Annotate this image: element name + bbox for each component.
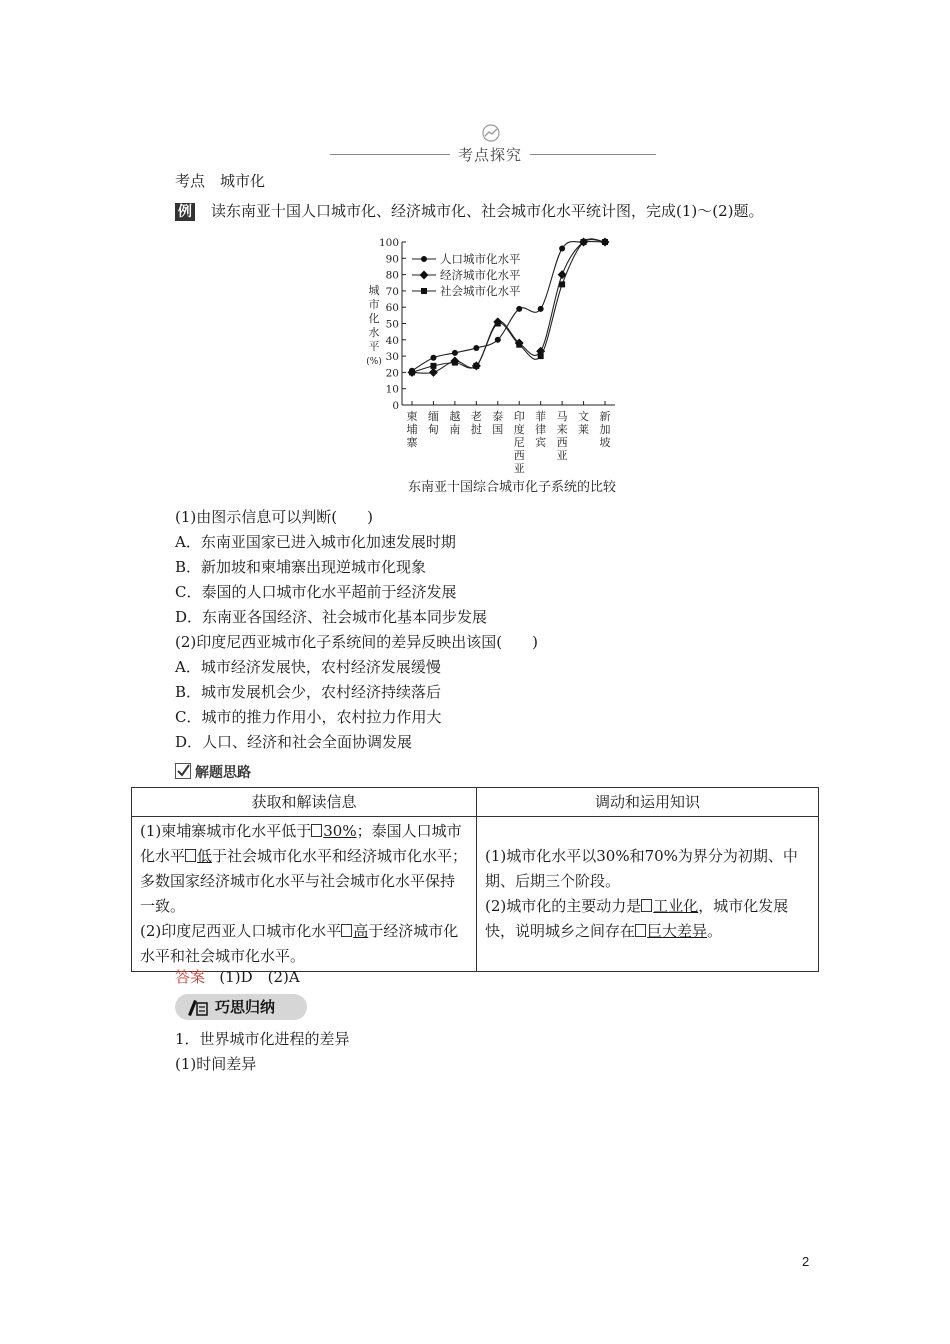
data-point-square <box>538 353 544 359</box>
answer-line <box>175 966 300 988</box>
y-axis-label-char: 化 <box>368 312 380 325</box>
answer-text: (1)D (2)A <box>219 968 300 986</box>
q2-option-a: A．城市经济发展快，农村经济发展缓慢 <box>175 658 441 676</box>
data-point-diamond <box>429 368 438 377</box>
answer-high: 高 <box>353 922 369 940</box>
summary-item-1-1: (1)时间差异 <box>175 1055 257 1073</box>
blank-box-icon <box>311 824 322 837</box>
blank-box-icon <box>635 924 646 937</box>
q1-stem: (1)由图示信息可以判断( ) <box>175 508 373 526</box>
q1-option-a: A．东南亚国家已进入城市化加速发展时期 <box>175 533 456 551</box>
y-tick-label: 90 <box>385 253 399 266</box>
chart-svg <box>360 232 650 482</box>
x-tick-label-char: 菲 <box>535 410 547 423</box>
banner-line-right <box>530 154 656 155</box>
table-head-left: 获取和解读信息 <box>132 788 477 817</box>
x-tick-label-char: 莱 <box>578 423 590 436</box>
blank-box-icon <box>185 849 196 862</box>
data-point-square <box>495 321 501 327</box>
y-tick-label: 60 <box>385 302 399 315</box>
x-tick-label-char: 挝 <box>470 423 482 436</box>
solution-approach-text: 解题思路 <box>195 765 251 781</box>
q2-option-b: B．城市发展机会少，农村经济持续落后 <box>175 683 442 701</box>
analysis-table <box>131 787 819 972</box>
answer-industrialization: 工业化 <box>653 897 699 915</box>
summary-banner <box>175 994 307 1020</box>
y-tick-label: 30 <box>385 351 399 364</box>
data-point-square <box>452 360 458 366</box>
topic-heading: 考点 城市化 <box>175 172 266 190</box>
y-tick-label: 0 <box>392 400 399 412</box>
blank-box-icon <box>641 899 652 912</box>
legend-label: 人口城市化水平 <box>440 252 521 266</box>
y-axis-label-char: 市 <box>368 298 380 311</box>
banner-line-left <box>330 154 450 155</box>
x-tick-label-char: 埔 <box>406 423 418 436</box>
x-tick-label-char: 亚 <box>513 462 525 475</box>
y-axis-label-char: 城 <box>368 284 380 297</box>
y-axis-label-char: 平 <box>368 340 380 353</box>
legend-label: 社会城市化水平 <box>440 284 521 298</box>
answer-huge-gap: 巨大差异 <box>647 922 708 940</box>
y-axis-label-char: (%) <box>366 357 382 367</box>
x-tick-label-char: 尼 <box>513 436 525 449</box>
table-head-right: 调动和运用知识 <box>477 788 819 817</box>
section-banner <box>330 124 660 168</box>
x-tick-label-char: 泰 <box>492 410 504 423</box>
y-tick-label: 80 <box>385 269 399 282</box>
y-tick-label: 50 <box>385 318 399 331</box>
x-tick-label-char: 老 <box>470 410 482 423</box>
data-point-square <box>516 342 522 348</box>
data-point-circle <box>559 246 565 252</box>
trend-emblem-icon <box>480 124 502 142</box>
x-tick-label-char: 国 <box>492 423 504 436</box>
section-title: 考点探究 <box>458 146 523 164</box>
answer-label: 答案 <box>175 968 206 986</box>
x-tick-label-char: 律 <box>535 423 547 436</box>
y-tick-label: 100 <box>378 237 399 249</box>
checkbox-icon <box>175 763 191 779</box>
table-cell-left: (1)柬埔寨城市化水平低于 30%；泰国人口城市化水平 低于社会城市化水平和经济城市化水平；多数国家经济城市化水平与社会城市化水平保持一致。 (2)印度尼西亚人口城市化水平 高于经济城市化水平和社会城市化水平。 <box>132 817 477 972</box>
x-tick-label-char: 寨 <box>406 436 418 449</box>
x-tick-label-char: 宾 <box>535 436 547 449</box>
x-tick-label-char: 亚 <box>556 449 568 462</box>
x-tick-label-char: 文 <box>578 410 590 423</box>
x-tick-label-char: 来 <box>556 423 568 436</box>
q2-option-c: C．城市的推力作用小，农村拉力作用大 <box>175 708 442 726</box>
urbanization-chart <box>360 232 650 482</box>
y-tick-label: 70 <box>385 285 399 298</box>
data-point-circle <box>516 306 522 312</box>
x-tick-label-char: 南 <box>449 423 461 436</box>
q1-option-c: C．泰国的人口城市化水平超前于经济发展 <box>175 583 457 601</box>
x-tick-label-char: 甸 <box>427 423 439 436</box>
x-tick-label-char: 柬 <box>406 410 418 423</box>
x-tick-label-char: 马 <box>556 410 568 423</box>
summary-item-1: 1．世界城市化进程的差异 <box>175 1030 350 1048</box>
legend-marker-diamond <box>420 271 429 280</box>
x-tick-label-char: 缅 <box>427 410 439 423</box>
q1-option-b: B．新加坡和柬埔寨出现逆城市化现象 <box>175 558 427 576</box>
example-badge: 例 <box>175 203 195 221</box>
x-tick-label-char: 坡 <box>599 436 611 449</box>
table-cell-right: (1)城市化水平以30%和70%为界分为初期、中期、后期三个阶段。 (2)城市化的主要动力是 工业化，城市化发展快，说明城乡之间存在 巨大差异。 <box>477 817 819 972</box>
pen-note-icon <box>185 997 209 1017</box>
y-axis-label-char: 水 <box>368 326 380 339</box>
x-tick-label-char: 加 <box>599 423 611 436</box>
legend-marker-square <box>421 288 427 294</box>
data-point-square <box>473 363 479 369</box>
answer-low: 低 <box>197 847 213 865</box>
y-tick-label: 20 <box>385 367 399 380</box>
legend-label: 经济城市化水平 <box>440 268 521 282</box>
data-point-square <box>581 239 587 245</box>
blank-box-icon <box>341 924 352 937</box>
chart-title: 东南亚十国综合城市化子系统的比较 <box>408 480 617 495</box>
x-tick-label-char: 西 <box>556 436 568 449</box>
data-point-circle <box>538 306 544 312</box>
summary-banner-text: 巧思归纳 <box>215 998 276 1016</box>
data-point-circle <box>495 337 501 343</box>
q2-stem: (2)印度尼西亚城市化子系统间的差异反映出该国( ) <box>175 633 538 651</box>
example-line <box>175 200 764 222</box>
page-number: 2 <box>802 1254 810 1269</box>
data-point-square <box>559 281 565 287</box>
x-tick-label-char: 印 <box>513 410 525 423</box>
data-point-circle <box>452 350 458 356</box>
x-tick-label-char: 西 <box>513 449 525 462</box>
x-tick-label-char: 度 <box>513 423 525 436</box>
x-tick-label-char: 新 <box>599 410 611 423</box>
y-tick-label: 10 <box>385 383 399 396</box>
legend-marker-circle <box>421 256 427 262</box>
data-point-square <box>409 369 415 375</box>
data-point-diamond <box>558 270 567 279</box>
y-tick-label: 40 <box>385 334 399 347</box>
q2-option-d: D．人口、经济和社会全面协调发展 <box>175 733 413 751</box>
data-point-square <box>430 363 436 369</box>
data-point-circle <box>430 355 436 361</box>
answer-30: 30% <box>323 822 357 840</box>
data-point-circle <box>473 345 479 351</box>
solution-approach-label <box>175 762 251 782</box>
q1-option-d: D．东南亚各国经济、社会城市化基本同步发展 <box>175 608 488 626</box>
example-text: 读东南亚十国人口城市化、经济城市化、社会城市化水平统计图，完成(1)～(2)题。 <box>211 202 764 220</box>
x-tick-label-char: 越 <box>449 410 461 423</box>
data-point-square <box>602 239 608 245</box>
